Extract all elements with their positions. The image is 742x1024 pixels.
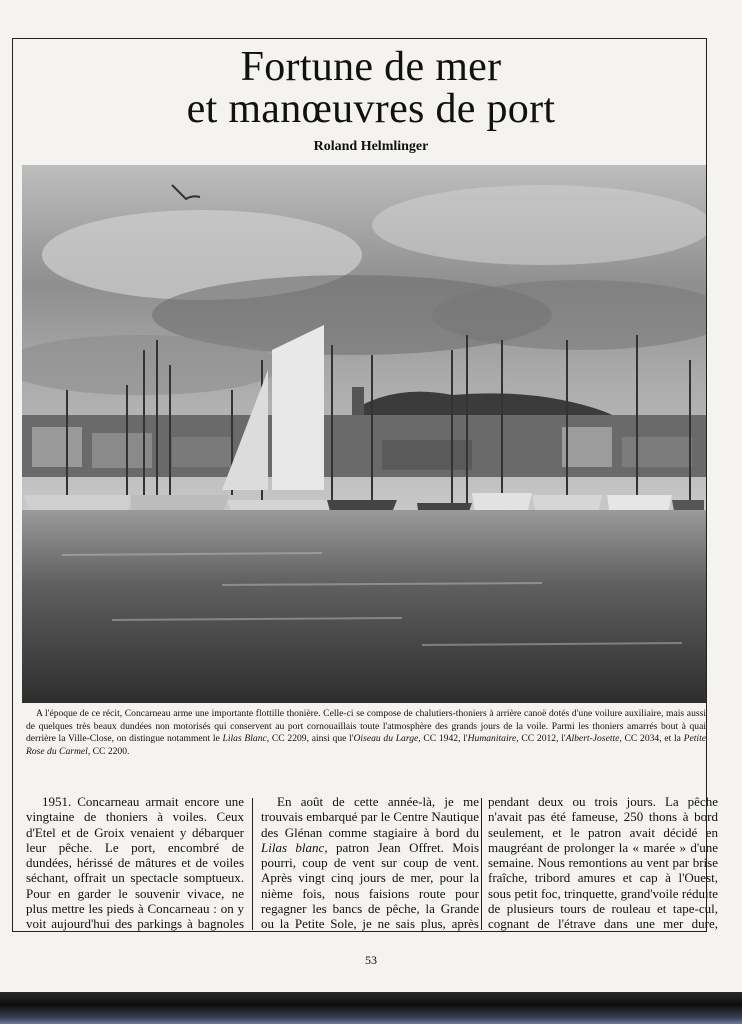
author-byline: Roland Helmlinger bbox=[313, 139, 429, 154]
body-column-1: 1951. Concarneau armait encore une vingtaine de thoniers à voiles. Ceux d'Etel et de Groix venaient y débarquer leur pêche. Le port, encombré de dundées, hérissé de mâtures et de voiles séchant, offrait un spectacle somptueux. Pour en garder le souvenir vivace, ne plus mettre les pieds à Concarneau : on y voit aujourd'hui des parkings à bagnoles bbox=[26, 794, 244, 932]
caption-text: , CC 1942, l' bbox=[418, 733, 468, 745]
boat-name: Lilas Blanc bbox=[222, 733, 267, 745]
caption-text: , CC 2200. bbox=[87, 745, 130, 757]
scan-edge bbox=[0, 992, 742, 1024]
article-body bbox=[26, 794, 720, 932]
article-title bbox=[0, 46, 742, 130]
harbor-photo bbox=[22, 165, 706, 703]
boat-name: Humanitaire bbox=[467, 733, 517, 745]
caption-text: A l'époque de ce récit, Concarneau arme une importante flottille thonière. Celle-ci se compose de chalutiers-thoniers à arrière canoë dotés d'une voilure auxiliaire, mais aussi de quelques très beaux dundées non motorisés qui conservent au port cornouaillais toute l'atmosphère des grands jours de la voile. Parmi les thoniers amarrés bout à quai derrière la Ville-Close, on distingue notamment le bbox=[26, 708, 706, 745]
body-column-2 bbox=[261, 794, 479, 932]
boat-name: Petite Rose du Carmel bbox=[26, 733, 706, 757]
body-text: En août de cette année-là, je me trouvais embarqué par le Centre Nautique des Glénan comme stagiaire à bord du bbox=[261, 794, 479, 840]
harbor-photo-illustration bbox=[22, 165, 706, 703]
title-line-1: Fortune de mer bbox=[240, 44, 502, 90]
body-text: , patron Jean Offret. Mois pourri, coup de vent sur coup de vent. Après vingt cinq jours de mer, pour la nième fois, nous faisions route pour regagner les bancs de pêche, la Grande ou la Petite Sole, je ne sais plus, après bbox=[261, 839, 479, 932]
boat-name: Oiseau du Large bbox=[353, 733, 419, 745]
body-column-3: pendant deux ou trois jours. La pêche n'avait pas été fameuse, 250 thons à bord seulement, et le patron avait décidé en maugréant de prolonger la « marée » d'une semaine. Nous remontions au vent par brise fraîche, tribord amures et cap à l'Ouest, sous petit foc, trinquette, grand'voile réduite de plusieurs tours de rouleau et tape-cul, cognant de l'étrave dans une mer dure, bbox=[488, 794, 718, 932]
caption-text: , CC 2012, l' bbox=[516, 733, 566, 745]
page-number: 53 bbox=[365, 953, 377, 967]
title-line-2: et manœuvres de port bbox=[186, 86, 556, 132]
caption-text: , CC 2209, ainsi que l' bbox=[266, 733, 354, 745]
boat-name: Albert-Josette bbox=[565, 733, 620, 745]
caption-text: , CC 2034, et la bbox=[619, 733, 684, 745]
boat-name: Lilas blanc bbox=[261, 839, 325, 855]
photo-caption bbox=[26, 708, 706, 758]
